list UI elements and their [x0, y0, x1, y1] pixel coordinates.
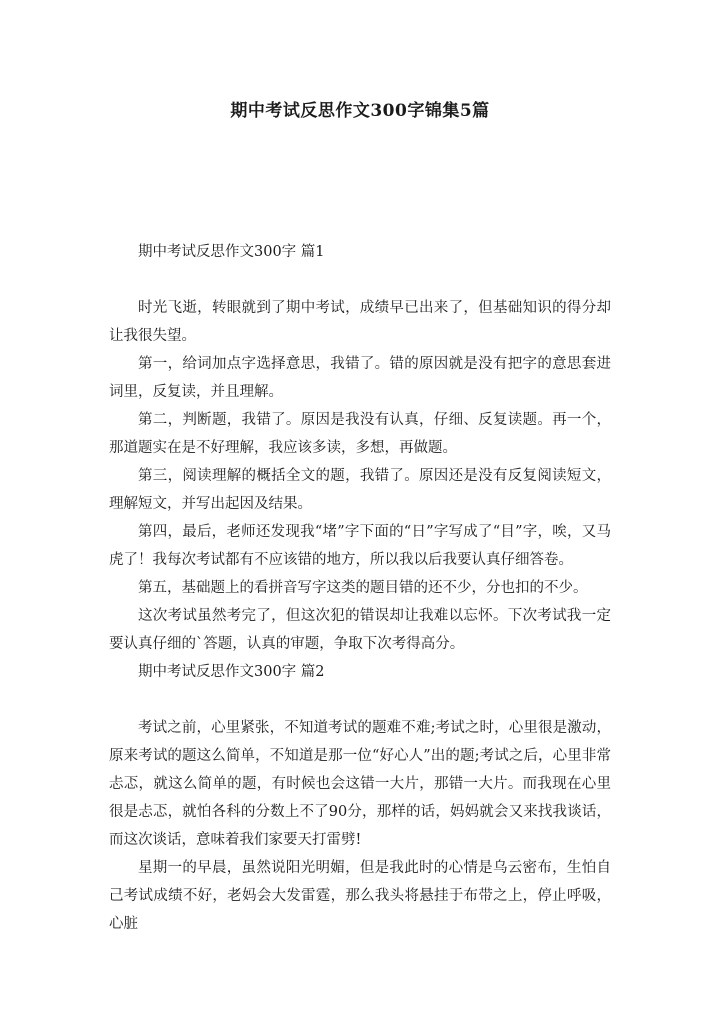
paragraph: 星期一的早晨，虽然说阳光明媚，但是我此时的心情是乌云密布，生怕自己考试成绩不好，老妈会大发雷霆，那么我头将悬挂于布带之上，停止呼吸，心脏	[109, 860, 611, 932]
page-title: 期中考试反思作文300字锦集5篇	[230, 101, 490, 121]
paragraph: 第二，判断题，我错了。原因是我没有认真，仔细、反复读题。再一个，那道题实在是不好理解，我应该多读，多想，再做题。	[109, 412, 611, 456]
document-body	[109, 238, 611, 938]
paragraph: 第三，阅读理解的概括全文的题，我错了。原因还是没有反复阅读短文，理解短文，并写出起因及结果。	[109, 468, 611, 512]
paragraph: 第四，最后，老师还发现我“堵”字下面的“日”字写成了“目”字，唉，又马虎了！我每次考试都有不应该错的地方，所以我以后我要认真仔细答卷。	[109, 524, 611, 568]
paragraph: 考试之前，心里紧张，不知道考试的题难不难;考试之时，心里很是激动，原来考试的题这么简单，不知道是那一位“好心人”出的题;考试之后，心里非常忐忑，就这么简单的题，有时候也会这错一大片，那错一大片。而我现在心里很是忐忑，就怕各科的分数上不了90分，那样的话，妈妈就会又来找我谈话，而这次谈话，意味着我们家要天打雷劈!	[109, 720, 611, 848]
section-heading: 期中考试反思作文300字 篇1	[138, 244, 325, 260]
paragraph: 第五，基础题上的看拼音写字这类的题目错的还不少，分也扣的不少。	[138, 580, 588, 596]
section-heading: 期中考试反思作文300字 篇2	[138, 664, 325, 680]
paragraph: 这次考试虽然考完了，但这次犯的错误却让我难以忘怀。下次考试我一定要认真仔细的`答题，认真的审题，争取下次考得高分。	[109, 608, 611, 652]
paragraph: 第一，给词加点字选择意思，我错了。错的原因就是没有把字的意思套进词里，反复读，并且理解。	[109, 356, 611, 400]
paragraph: 时光飞逝，转眼就到了期中考试，成绩早已出来了，但基础知识的得分却让我很失望。	[109, 300, 611, 344]
